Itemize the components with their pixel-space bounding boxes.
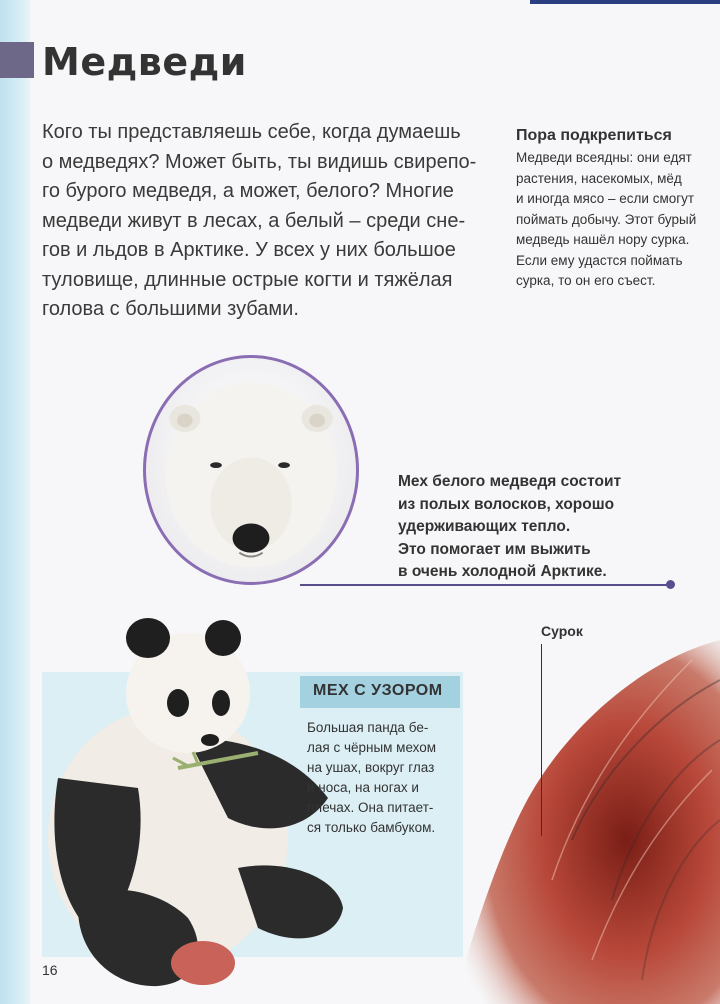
sidebar-line: поймать добычу. Этот бурый <box>516 211 697 227</box>
pattern-heading: МЕХ С УЗОРОМ <box>313 682 443 699</box>
sidebar-note <box>516 127 711 292</box>
intro-line: гов и льдов в Арктике. У всех у них большое <box>42 239 456 261</box>
intro-line: голова с большими зубами. <box>42 298 299 320</box>
sidebar-heading: Пора подкрепиться <box>516 127 672 144</box>
caption-line: Это помогает им выжить <box>398 540 591 558</box>
pattern-line: ся только бамбуком. <box>307 820 436 835</box>
title-tab-marker <box>0 42 34 78</box>
pattern-line: на ушах, вокруг глаз <box>307 760 435 775</box>
caption-divider-line <box>300 584 672 586</box>
sidebar-line: растения, насекомых, мёд <box>516 170 682 186</box>
caption-line: в очень холодной Арктике. <box>398 563 607 580</box>
caption-line: из полых волосков, хорошо <box>398 495 615 513</box>
sidebar-line: и иногда мясо – если смогут <box>516 191 695 206</box>
polar-bear-face-icon <box>146 358 356 582</box>
sidebar-text <box>516 148 711 292</box>
intro-line: го бурого медведя, а может, белого? Многие <box>42 180 454 202</box>
pattern-line: лая с чёрным мехом <box>307 740 437 755</box>
sidebar-line: медведь нашёл нору сурка. <box>516 232 690 247</box>
pattern-line: и носа, на ногах и <box>307 780 419 795</box>
caption-line: Мех белого медведя состоит <box>398 473 622 490</box>
top-edge-strip <box>530 0 720 4</box>
marmot-pointer-line <box>541 644 542 836</box>
intro-paragraph <box>42 118 492 325</box>
pattern-line: плечах. Она питает- <box>307 800 434 815</box>
caption-divider-dot <box>666 580 675 589</box>
intro-line: Кого ты представляешь себе, когда думаешь <box>42 121 461 143</box>
intro-line: медведи живут в лесах, а белый – среди сне- <box>42 209 466 232</box>
pattern-line: Большая панда бе- <box>307 720 429 735</box>
polar-bear-caption <box>398 471 668 584</box>
sidebar-line: сурка, то он его съест. <box>516 273 656 288</box>
page-number: 16 <box>42 962 58 978</box>
sidebar-line: Медведи всеядны: они едят <box>516 150 692 165</box>
left-color-band <box>0 0 30 1004</box>
sidebar-line: Если ему удастся поймать <box>516 252 683 268</box>
caption-line: удерживающих тепло. <box>398 518 571 535</box>
polar-bear-photo-icon <box>143 355 359 585</box>
intro-line: о медведях? Может быть, ты видишь свирепо- <box>42 150 477 173</box>
marmot-label: Сурок <box>541 623 583 639</box>
page-title: Медведи <box>42 40 247 84</box>
intro-line: туловище, длинные острые когти и тяжёлая <box>42 268 453 291</box>
pattern-text <box>307 718 457 838</box>
